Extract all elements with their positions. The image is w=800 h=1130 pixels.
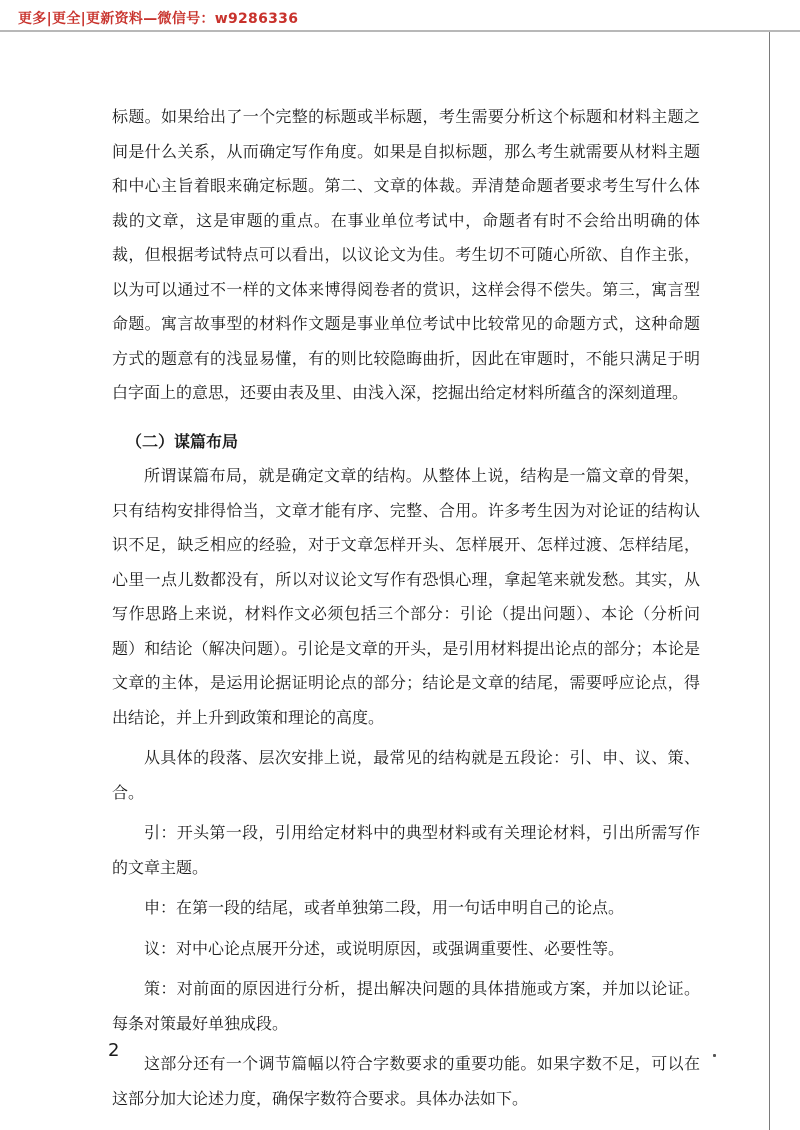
right-margin-line [769, 32, 770, 1130]
page-number: 2 [108, 1040, 120, 1061]
header-divider [0, 30, 800, 32]
paragraph-topic-analysis: 标题。如果给出了一个完整的标题或半标题，考生需要分析这个标题和材料主题之间是什么关系，从而确定写作角度。如果是自拟标题，那么考生就需要从材料主题和中心主旨着眼来确定标题。第二、文章的体裁。弄清楚命题者要求考生写什么体裁的文章，这是审题的重点。在事业单位考试中，命题者有时不会给出明确的体裁，但根据考试特点可以看出，以议论文为佳。考生切不可随心所欲、自作主张，以为可以通过不一样的文体来博得阅卷者的赏识，这样会得不偿失。第三，寓言型命题。寓言故事型的材料作文题是事业单位考试中比较常见的命题方式，这种命题方式的题意有的浅显易懂，有的则比较隐晦曲折，因此在审题时，不能只满足于明白字面上的意思，还要由表及里、由浅入深，挖掘出给定材料所蕴含的深刻道理。 [112, 107, 700, 402]
page-header [0, 0, 800, 34]
paragraph-five-part-structure: 从具体的段落、层次安排上说，最常见的结构就是五段论：引、申、议、策、合。 [112, 748, 700, 802]
page-body [112, 100, 700, 1116]
paragraph-yi: 议：对中心论点展开分述，或说明原因，或强调重要性、必要性等。 [144, 938, 625, 958]
paragraph-ce: 策：对前面的原因进行分析，提出解决问题的具体措施或方案，并加以论证。每条对策最好单独成段。 [112, 979, 700, 1033]
section-heading: （二）谋篇布局 [126, 431, 239, 451]
scan-speck [713, 1054, 716, 1057]
header-watermark-text: 更多|更全|更新资料—微信号：w9286336 [18, 11, 299, 27]
paragraph-structure-overview: 所谓谋篇布局，就是确定文章的结构。从整体上说，结构是一篇文章的骨架，只有结构安排得恰当，文章才能有序、完整、合用。许多考生因为对论证的结构认识不足，缺乏相应的经验，对于文章怎样开头、怎样展开、怎样过渡、怎样结尾，心里一点儿数都没有，所以对议论文写作有恐惧心理，拿起笔来就发愁。其实，从写作思路上来说，材料作文必须包括三个部分：引论（提出问题）、本论（分析问题）和结论（解决问题）。引论是文章的开头，是引用材料提出论点的部分；本论是文章的主体，是运用论据证明论点的部分；结论是文章的结尾，需要呼应论点，得出结论，并上升到政策和理论的高度。 [112, 466, 700, 727]
paragraph-length-adjustment: 这部分还有一个调节篇幅以符合字数要求的重要功能。如果字数不足，可以在这部分加大论述力度，确保字数符合要求。具体办法如下。 [112, 1054, 700, 1108]
paragraph-yin: 引：开头第一段，引用给定材料中的典型材料或有关理论材料，引出所需写作的文章主题。 [112, 823, 700, 877]
paragraph-shen: 申：在第一段的结尾，或者单独第二段，用一句话申明自己的论点。 [144, 898, 625, 917]
